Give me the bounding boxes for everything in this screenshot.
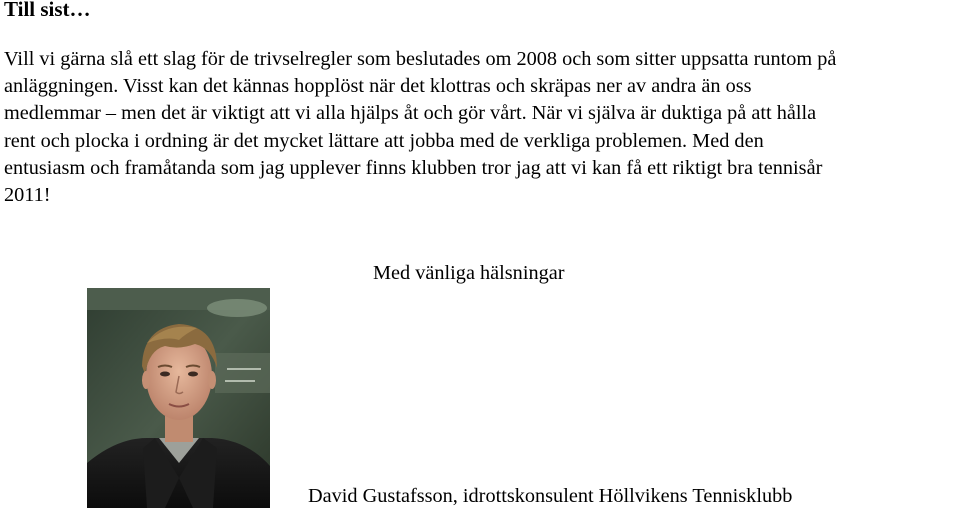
paragraph-line: 2011! (4, 184, 51, 207)
paragraph-line: anläggningen. Visst kan det kännas hopplöst när det klottras och skräpas ner av andra än oss (4, 75, 752, 98)
paragraph-line: Vill vi gärna slå ett slag för de trivselregler som beslutades om 2008 och som sitter uppsatta runtom på (4, 48, 837, 70)
paragraph-line: medlemmar – men det är viktigt att vi alla hjälps åt och gör vårt. När vi själva är duktiga på att hålla (4, 102, 817, 125)
body-paragraph (4, 46, 959, 209)
portrait-photo (87, 288, 270, 508)
portrait-illustration (87, 288, 270, 508)
paragraph-line: entusiasm och framåtanda som jag upplever finns klubben tror jag att vi kan få ett riktigt bra tennisår (4, 156, 823, 179)
closing-greeting: Med vänliga hälsningar (373, 262, 565, 284)
page-heading: Till sist… (4, 0, 91, 21)
paragraph-line: rent och plocka i ordning är det mycket lättare att jobba med de verkliga problemen. Med den (4, 129, 764, 152)
signature-line: David Gustafsson, idrottskonsulent Höllvikens Tennisklubb (308, 485, 793, 507)
